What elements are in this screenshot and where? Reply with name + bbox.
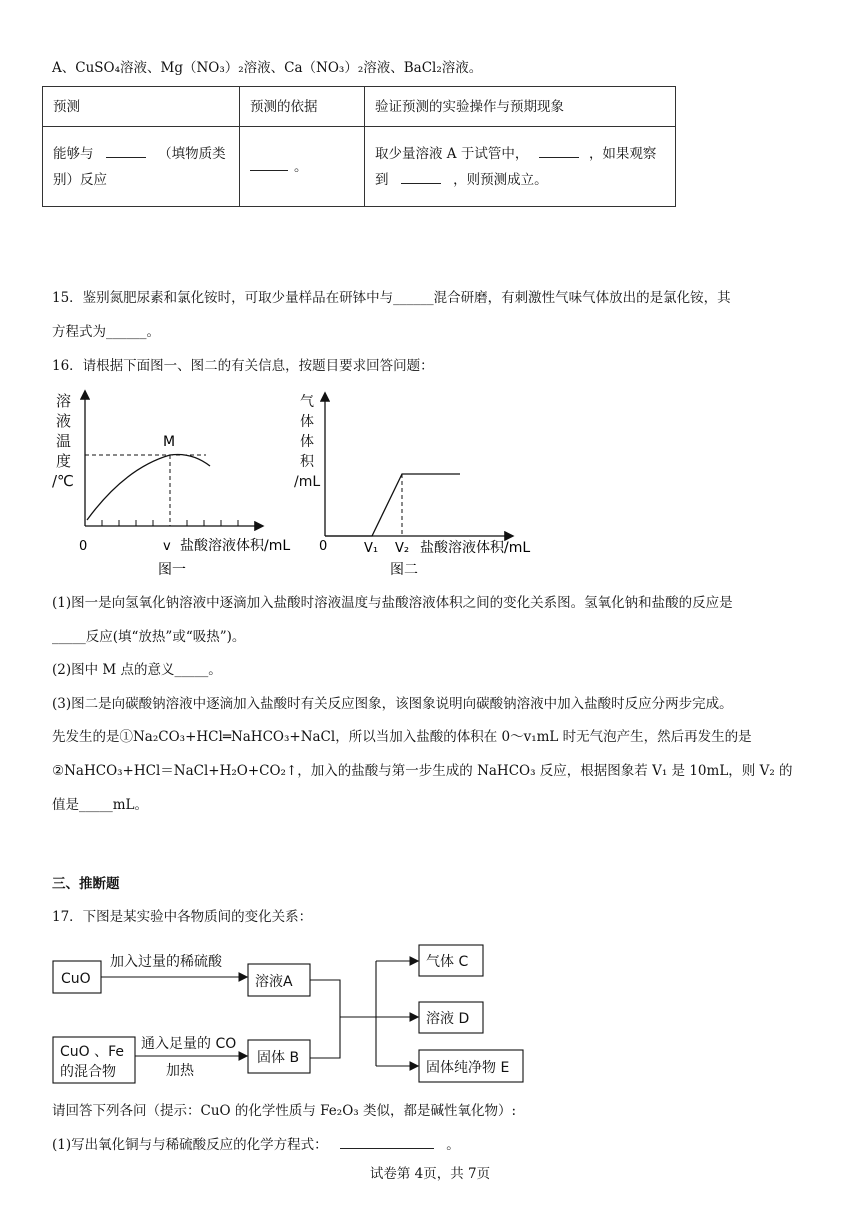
table-header: 预测 bbox=[43, 87, 240, 127]
fig2-origin: 0 bbox=[319, 539, 328, 554]
label-gas-c: 气体 C bbox=[426, 954, 469, 970]
fig1-temperature-curve bbox=[87, 454, 210, 520]
q16-figures bbox=[0, 380, 860, 580]
label-solution-a: 溶液A bbox=[255, 974, 293, 990]
q17-intro: 17．下图是某实验中各物质间的变化关系： bbox=[52, 909, 313, 925]
cell-text: ，则预测成立。 bbox=[453, 171, 548, 188]
q17-flow-diagram bbox=[0, 930, 860, 1090]
answer-blank[interactable] bbox=[401, 169, 441, 184]
fig2-ylabel: 气 bbox=[300, 394, 314, 410]
cell-text: 取少量溶液 A 于试管中， bbox=[375, 145, 529, 162]
fig1-ylabel: /℃ bbox=[52, 472, 74, 490]
q16-part1-line1: (1)图一是向氢氧化钠溶液中逐滴加入盐酸时溶液温度与盐酸溶液体积之间的变化关系图。氢氧化钠和盐酸的反应是 bbox=[52, 595, 733, 611]
table-cell-basis bbox=[240, 127, 365, 207]
q16-part3-line4: 值是_____mL。 bbox=[52, 797, 149, 813]
q15-line2: 方程式为______。 bbox=[52, 324, 160, 340]
answer-blank[interactable] bbox=[340, 1134, 434, 1149]
cell-text: （填物质类 bbox=[158, 145, 226, 162]
fig1-ylabel: 度 bbox=[56, 452, 72, 470]
label-mixture-1: CuO 、Fe bbox=[60, 1044, 125, 1060]
q16-part3-line1: (3)图二是向碳酸钠溶液中逐滴加入盐酸时有关反应图象，该图象说明向碳酸钠溶液中加入盐酸时反应分两步完成。 bbox=[52, 696, 733, 712]
label-solution-d: 溶液 D bbox=[426, 1011, 470, 1027]
table-cell-verify bbox=[365, 127, 676, 207]
q16-intro: 16．请根据下面图一、图二的有关信息，按题目要求回答问题： bbox=[52, 358, 434, 374]
fig1-ylabel: 温 bbox=[56, 432, 72, 450]
answer-blank[interactable] bbox=[250, 156, 288, 171]
cell-text: ，如果观察 bbox=[588, 145, 657, 162]
q16-part2: (2)图中 M 点的意义_____。 bbox=[52, 662, 222, 678]
table-header: 验证预测的实验操作与预期现象 bbox=[365, 87, 676, 127]
q16-part1-line2: _____反应(填“放热”或“吸热”)。 bbox=[52, 629, 246, 645]
fig1-origin: 0 bbox=[79, 539, 88, 554]
fig2-gas-volume-line bbox=[325, 474, 460, 536]
label-mixture-2: 的混合物 bbox=[60, 1064, 116, 1080]
fig1-ylabel: 液 bbox=[56, 412, 72, 430]
cell-text: 。 bbox=[294, 158, 308, 175]
fig2-ylabel: 积 bbox=[300, 454, 314, 470]
label-solid-b: 固体 B bbox=[257, 1050, 300, 1066]
q17-part1-end: 。 bbox=[446, 1137, 460, 1153]
fig1-point-m: M bbox=[163, 434, 176, 450]
fig2-ylabel: 体 bbox=[300, 434, 314, 450]
label-arrow1: 加入过量的稀硫酸 bbox=[110, 954, 222, 970]
q16-part3-line3: ②NaHCO₃+HCl＝NaCl+H₂O+CO₂↑，加入的盐酸与第一步生成的 NaHCO₃ 反应，根据图象若 V₁ 是 10mL，则 V₂ 的 bbox=[52, 763, 793, 779]
answer-blank[interactable] bbox=[539, 143, 579, 158]
q16-part3-line2: 先发生的是①Na₂CO₃+HCl═NaHCO₃+NaCl，所以当加入盐酸的体积在 0～v₁mL 时无气泡产生，然后再发生的是 bbox=[52, 729, 752, 745]
q17-hint: 请回答下列各问（提示：CuO 的化学性质与 Fe₂O₃ 类似，都是碱性氧化物）: bbox=[52, 1103, 517, 1119]
page-footer: 试卷第 4页，共 7页 bbox=[369, 1166, 491, 1182]
table-header: 预测的依据 bbox=[240, 87, 365, 127]
figure-one bbox=[52, 392, 290, 578]
fig2-ylabel: 体 bbox=[300, 414, 314, 430]
fig2-v1-label: V₁ bbox=[364, 541, 379, 556]
fig2-ylabel: /mL bbox=[294, 474, 321, 490]
prediction-table bbox=[42, 86, 676, 207]
fig1-xlabel: 盐酸溶液体积/mL bbox=[180, 538, 291, 554]
fig1-v-label: v bbox=[163, 539, 171, 554]
q15-line1: 15．鉴别氮肥尿素和氯化铵时，可取少量样品在研钵中与______混合研磨，有刺激性气味气体放出的是氯化铵，其 bbox=[52, 290, 731, 306]
fig2-caption: 图二 bbox=[390, 562, 418, 578]
q17-part1 bbox=[52, 1134, 460, 1155]
cell-text: 别）反应 bbox=[53, 171, 107, 188]
label-cuo: CuO bbox=[61, 971, 91, 987]
label-arrow2-bottom: 加热 bbox=[166, 1063, 194, 1079]
table-cell-prediction bbox=[43, 127, 240, 207]
label-solid-e: 固体纯净物 E bbox=[426, 1060, 510, 1076]
cell-text: 到 bbox=[375, 171, 389, 188]
fig2-xlabel: 盐酸溶液体积/mL bbox=[420, 540, 531, 556]
fig1-ylabel: 溶 bbox=[56, 392, 72, 410]
cell-text: 能够与 bbox=[53, 145, 94, 162]
q17-part1-text: (1)写出氧化铜与与稀硫酸反应的化学方程式： bbox=[52, 1137, 328, 1153]
section-title: 三、推断题 bbox=[52, 876, 120, 892]
q14-options-line: A、CuSO₄溶液、Mg（NO₃）₂溶液、Ca（NO₃）₂溶液、BaCl₂溶液。 bbox=[52, 60, 483, 76]
fig1-caption: 图一 bbox=[158, 562, 186, 578]
answer-blank[interactable] bbox=[106, 143, 146, 158]
fig2-v2-label: V₂ bbox=[395, 541, 410, 556]
label-arrow2-top: 通入足量的 CO bbox=[141, 1036, 237, 1052]
connector-a-b bbox=[310, 980, 340, 1058]
figure-two bbox=[294, 394, 530, 578]
